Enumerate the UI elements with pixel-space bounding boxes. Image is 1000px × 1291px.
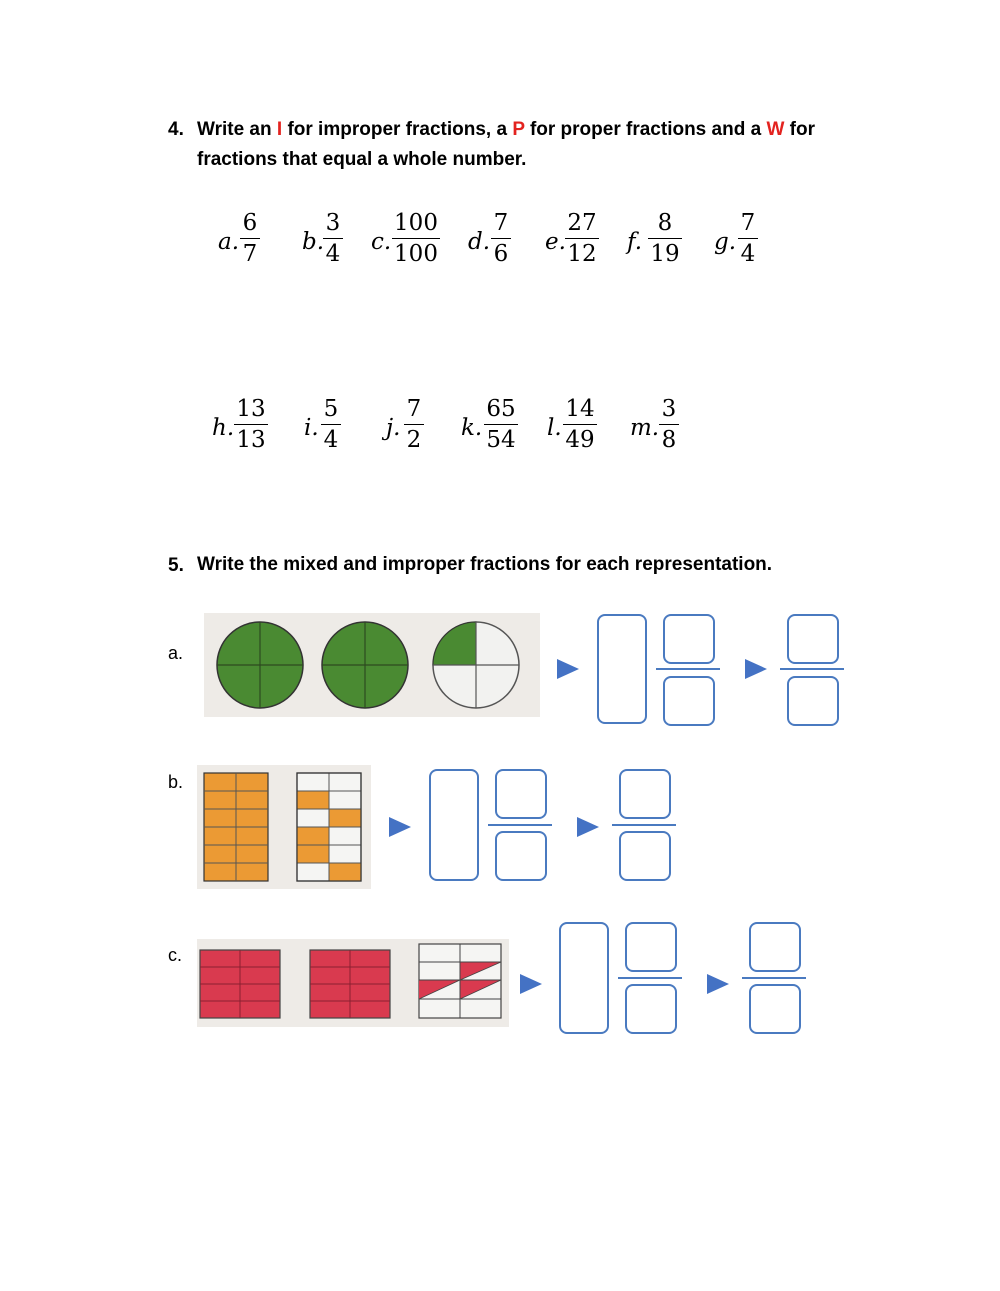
fraction-label: i. [304,415,319,441]
improper-denominator-box[interactable] [749,984,801,1034]
arrow-right-icon [520,974,542,994]
fraction-numerator: 7 [740,210,756,236]
improper-numerator-box[interactable] [619,769,671,819]
fraction-bar [323,238,343,239]
fraction-value [565,210,599,267]
fraction-bar [563,424,597,425]
arrow-right-icon [557,659,579,679]
fraction-label: b. [302,229,325,255]
circle-model-picture [204,613,540,717]
circle-partial [433,622,519,708]
fraction-value [321,396,341,453]
fraction-numerator: 7 [406,396,422,422]
fraction-label: h. [212,415,235,441]
fraction-value [738,210,758,267]
fraction-value [323,210,343,267]
row-b-label: b. [168,772,184,792]
fraction-denominator: 6 [493,241,509,267]
improper-denominator-box[interactable] [619,831,671,881]
q4-text-part: Write an [197,119,277,140]
fraction-label: e. [545,229,566,255]
orange-bar-whole [204,773,268,881]
arrow-right-icon [707,974,729,994]
question-5-text: Write the mixed and improper fractions for each representation. [197,554,773,575]
whole-number-box[interactable] [559,922,609,1034]
red-bar-model-picture [197,939,509,1027]
fraction-line [618,977,682,979]
improper-numerator-box[interactable] [749,922,801,972]
fraction-numerator: 100 [394,210,438,236]
fraction-value [404,396,424,453]
fraction-bar [565,238,599,239]
fraction-denominator: 7 [242,241,258,267]
fraction-numerator: 5 [323,396,339,422]
fraction-bar [491,238,511,239]
row-a-label: a. [168,643,184,663]
fraction-label: k. [461,415,483,441]
question-5-number: 5. [168,555,184,576]
fraction-line [742,977,806,979]
fraction-value [484,396,518,453]
fraction-numerator: 27 [567,210,597,236]
fraction-numerator: 3 [661,396,677,422]
red-bar-svg [197,939,509,1027]
fraction-bar [659,424,679,425]
fraction-denominator: 4 [740,241,756,267]
fraction-bar [484,424,518,425]
fraction-label: g. [714,229,737,255]
fraction-denominator: 4 [325,241,341,267]
fraction-denominator: 13 [236,427,266,453]
fraction-line [488,824,552,826]
fraction-bar [648,238,682,239]
denominator-box[interactable] [663,676,715,726]
fraction-line [780,668,844,670]
circle-whole-2 [322,622,408,708]
question-4-number: 4. [168,119,184,140]
numerator-box[interactable] [495,769,547,819]
orange-bar-partial [297,773,361,881]
whole-number-box[interactable] [429,769,479,881]
fraction-bar [738,238,758,239]
fraction-denominator: 12 [567,241,597,267]
fraction-label: l. [547,415,562,441]
fraction-value [491,210,511,267]
circle-model-svg [204,613,540,717]
red-bar-whole-1 [200,950,280,1018]
q4-text-line2: fractions that equal a whole number. [197,149,527,170]
fraction-bar [392,238,440,239]
arrow-right-icon [577,817,599,837]
arrow-right-icon [389,817,411,837]
fraction-value [240,210,260,267]
fraction-denominator: 2 [406,427,422,453]
fraction-label: d. [468,229,491,255]
fraction-line [612,824,676,826]
fraction-label: m. [630,415,660,441]
fraction-label: f. [627,229,643,255]
improper-denominator-box[interactable] [787,676,839,726]
fraction-numerator: 65 [486,396,516,422]
improper-letter: I [276,119,283,140]
arrow-right-icon [745,659,767,679]
fraction-numerator: 14 [565,396,595,422]
fraction-numerator: 6 [242,210,258,236]
denominator-box[interactable] [625,984,677,1034]
fraction-bar [321,424,341,425]
fraction-label: j. [386,415,401,441]
fraction-value [659,396,679,453]
fraction-numerator: 8 [657,210,673,236]
fraction-denominator: 8 [661,427,677,453]
question-4-text [197,115,877,175]
fraction-numerator: 7 [493,210,509,236]
fraction-denominator: 19 [650,241,680,267]
fraction-denominator: 49 [565,427,595,453]
red-bar-whole-2 [310,950,390,1018]
fraction-denominator: 54 [486,427,516,453]
fraction-denominator: 100 [394,241,438,267]
whole-number-box[interactable] [597,614,647,724]
fraction-label: c. [371,229,392,255]
numerator-box[interactable] [625,922,677,972]
red-bar-partial [419,944,501,1018]
q4-text-part: for proper fractions and a [524,119,767,140]
fraction-bar [234,424,268,425]
q4-text-part: for improper fractions, a [282,119,513,140]
circle-whole-1 [217,622,303,708]
orange-bar-svg [197,765,371,889]
proper-letter: P [512,119,525,140]
fraction-line [656,668,720,670]
fraction-numerator: 13 [236,396,266,422]
orange-bar-model-picture [197,765,371,889]
fraction-value [234,396,268,453]
numerator-box[interactable] [663,614,715,664]
fraction-label: a. [218,229,240,255]
fraction-value [392,210,440,267]
fraction-value [563,396,597,453]
row-c-label: c. [168,945,183,965]
fraction-value [648,210,682,267]
fraction-denominator: 4 [323,427,339,453]
improper-numerator-box[interactable] [787,614,839,664]
q4-text-part: for [784,119,815,140]
fraction-bar [240,238,260,239]
fraction-numerator: 3 [325,210,341,236]
denominator-box[interactable] [495,831,547,881]
fraction-bar [404,424,424,425]
whole-letter: W [766,119,785,140]
